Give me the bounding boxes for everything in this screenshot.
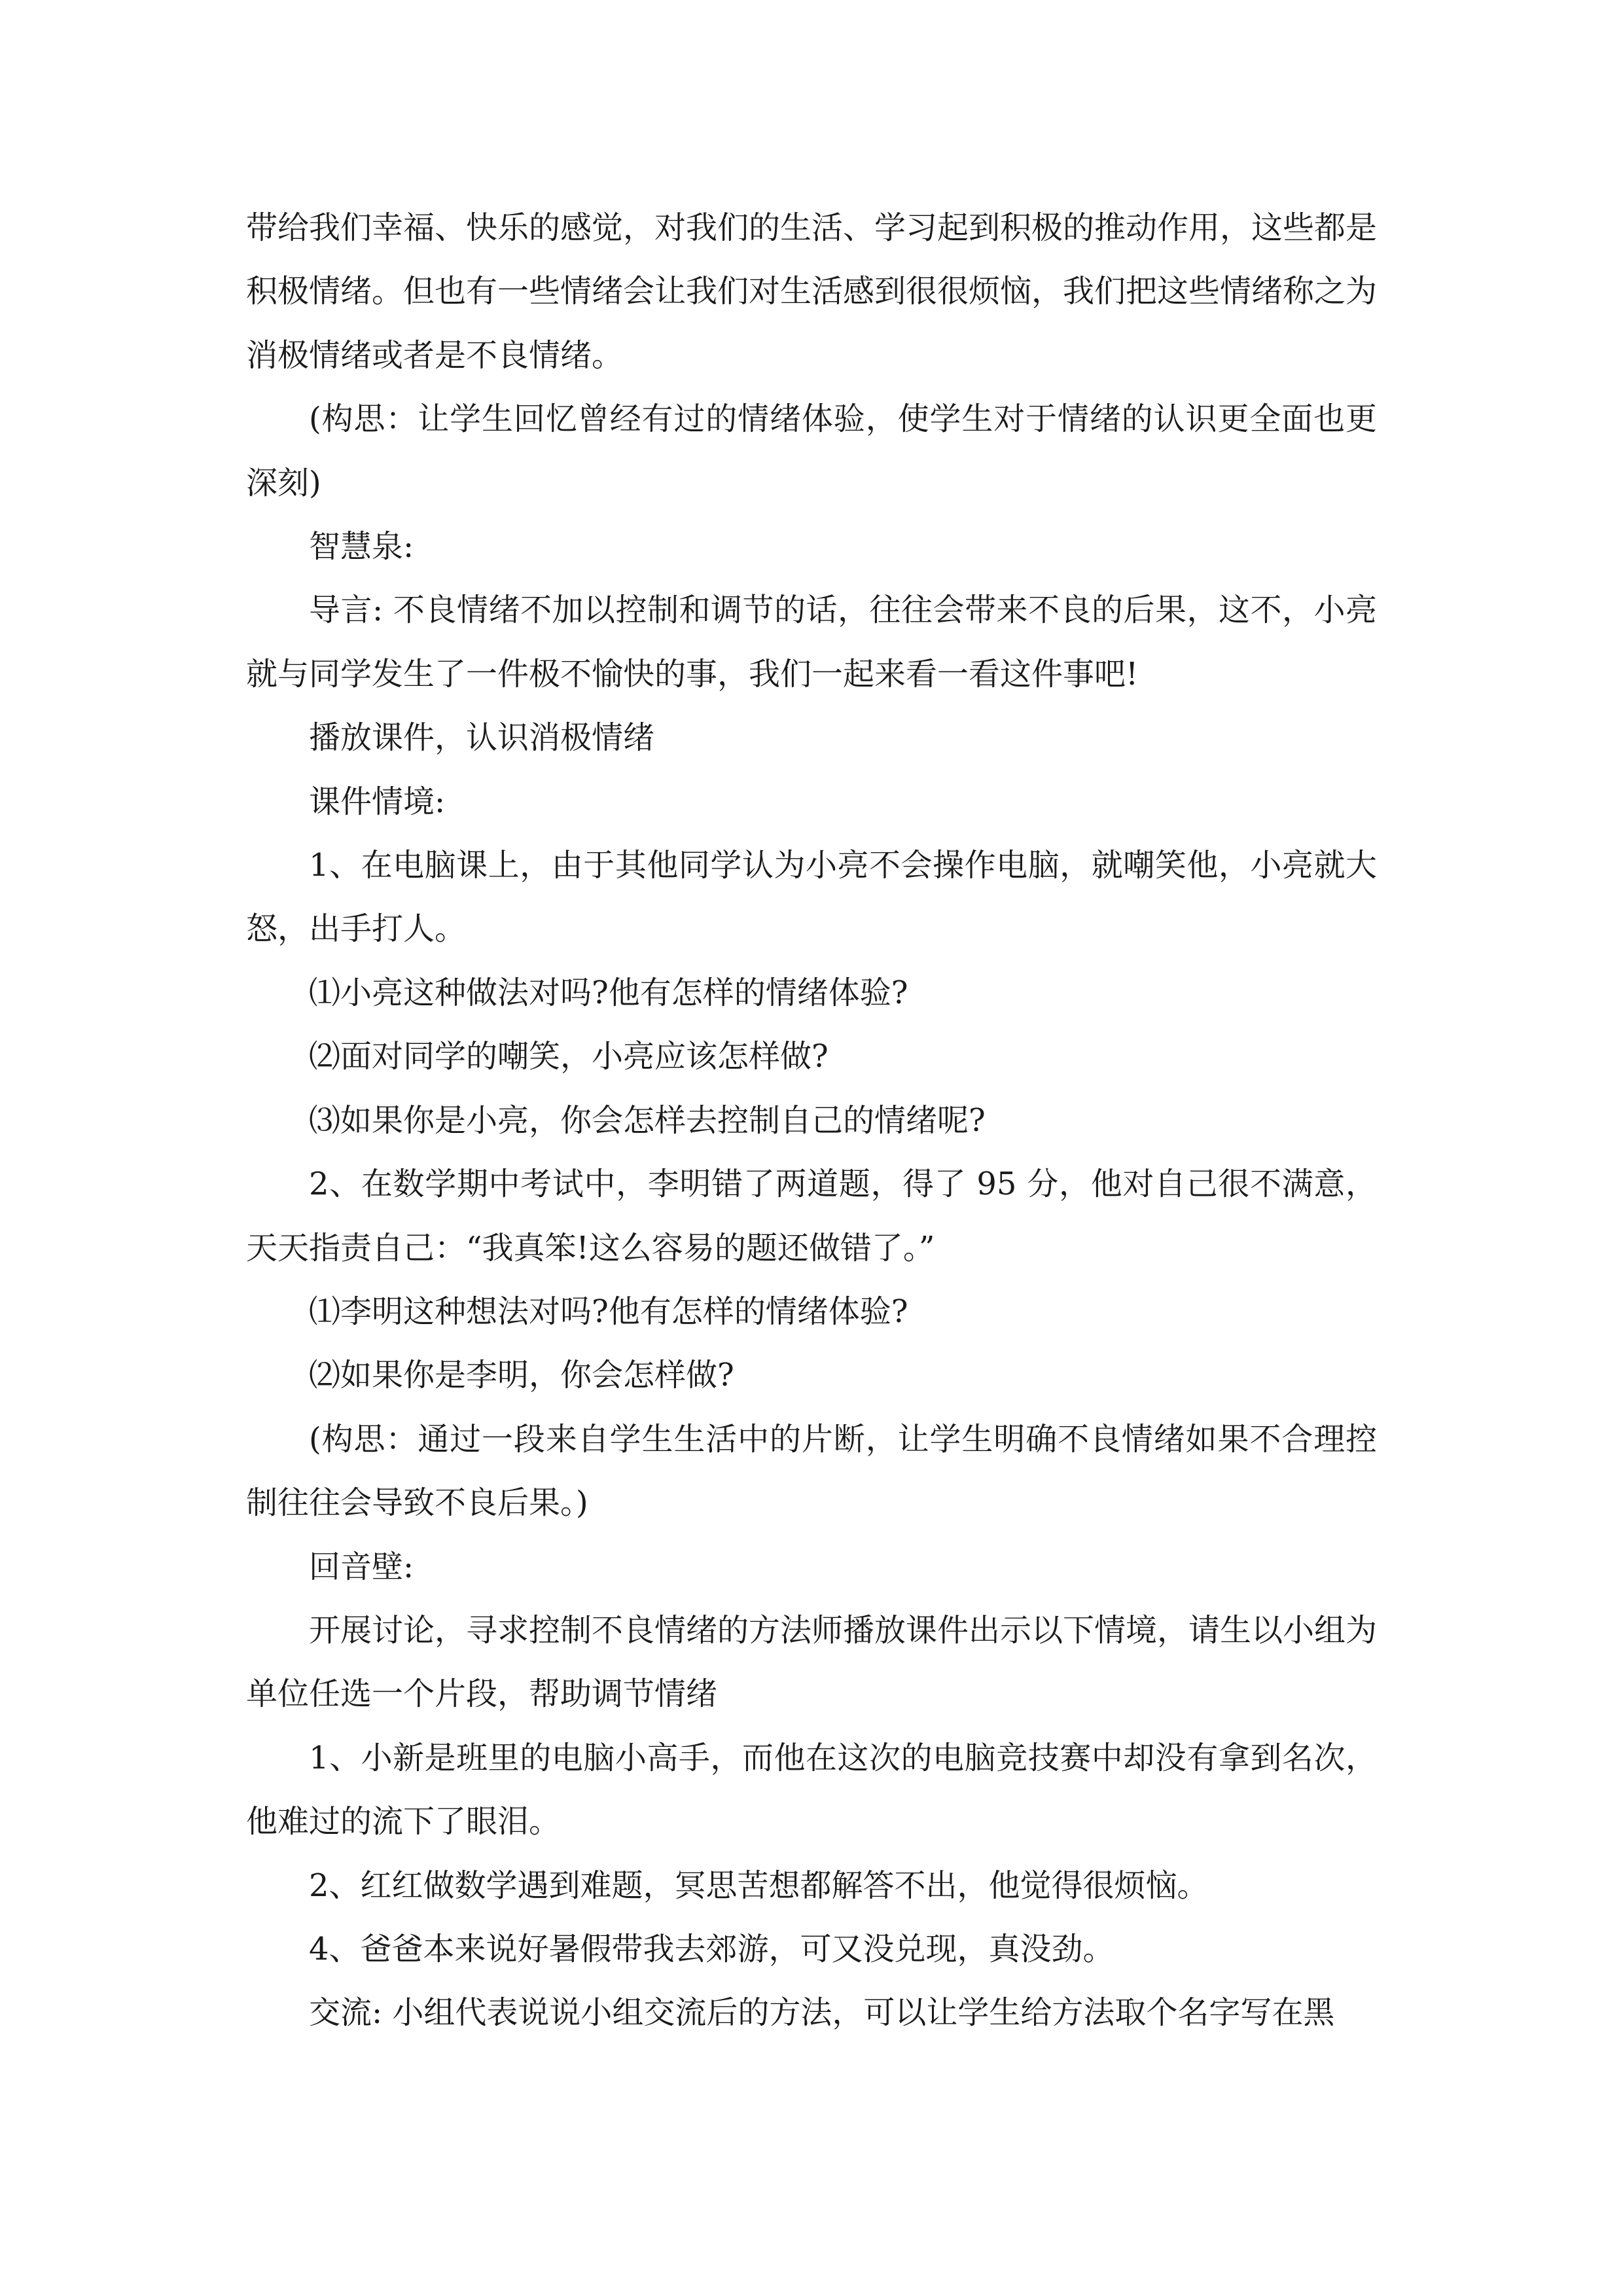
paragraph: 智慧泉: (309, 528, 414, 565)
paragraph: ⑴李明这种想法对吗?他有怎样的情绪体验? (309, 1293, 908, 1330)
paragraph: 交流: 小组代表说说小组交流后的方法，可以让学生给方法取个名字写在黑 (309, 1994, 1335, 2032)
paragraph: ⑵如果你是李明，你会怎样做? (309, 1357, 734, 1394)
paragraph: 2、在数学期中考试中，李明错了两道题，得了 95 分，他对自己很不满意，天天指责自己：“我真笨!这么容易的题还做错了。” (246, 1166, 1377, 1266)
paragraph: 2、红红做数学遇到难题，冥思苦想都解答不出，他觉得很烦恼。 (309, 1867, 1209, 1904)
paragraph: ⑵面对同学的嘲笑，小亮应该怎样做? (309, 1038, 829, 1075)
paragraph: 回音壁: (309, 1548, 414, 1585)
paragraph: 播放课件，认识消极情绪 (309, 719, 655, 757)
paragraph: ⑴小亮这种做法对吗?他有怎样的情绪体验? (309, 974, 908, 1011)
paragraph: (构思：通过一段来自学生生活中的片断，让学生明确不良情绪如果不合理控制往往会导致不良后果。) (246, 1420, 1377, 1522)
paragraph: 课件情境: (309, 783, 446, 820)
paragraph: (构思：让学生回忆曾经有过的情绪体验，使学生对于情绪的认识更全面也更深刻) (246, 401, 1377, 501)
paragraph: 1、小新是班里的电脑小高手，而他在这次的电脑竞技赛中却没有拿到名次，他难过的流下了眼泪。 (246, 1739, 1377, 1840)
paragraph: 开展讨论，寻求控制不良情绪的方法师播放课件出示以下情境，请生以小组为单位任选一个片段，帮助调节情绪 (246, 1611, 1378, 1713)
paragraph: ⑶如果你是小亮，你会怎样去控制自己的情绪呢? (309, 1102, 986, 1139)
paragraph: 4、爸爸本来说好暑假带我去郊游，可又没兑现，真没劲。 (309, 1930, 1115, 1967)
paragraph: 1、在电脑课上，由于其他同学认为小亮不会操作电脑，就嘲笑他，小亮就大怒，出手打人。 (246, 847, 1377, 948)
paragraph: 带给我们幸福、快乐的感觉，对我们的生活、学习起到积极的推动作用，这些都是积极情绪。但也有一些情绪会让我们对生活感到很很烦恼，我们把这些情绪称之为消极情绪或者是不良情绪。 (246, 209, 1378, 374)
document-body (246, 196, 1377, 2045)
paragraph: 导言: 不良情绪不加以控制和调节的话，往往会带来不良的后果，这不，小亮就与同学发生了一件极不愉快的事，我们一起来看一看这件事吧! (246, 592, 1377, 692)
